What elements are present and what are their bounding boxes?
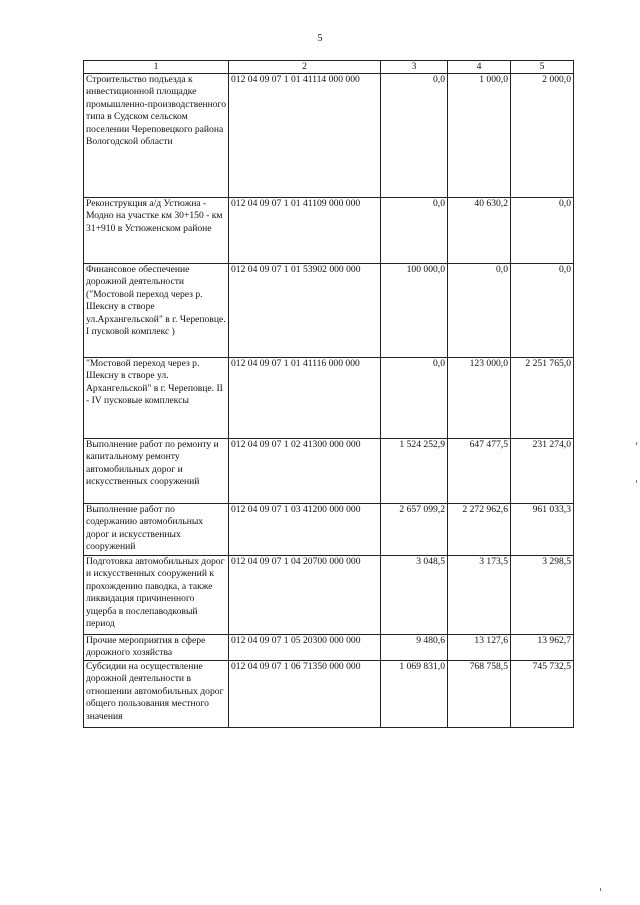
row-value-4-cell: 1 000,0 — [448, 74, 511, 198]
row-value-4-cell: 3 173,5 — [448, 556, 511, 635]
row-value-4-cell: 40 630,2 — [448, 198, 511, 264]
budget-table — [83, 60, 574, 728]
row-code-cell: 012 04 09 07 1 06 71350 000 000 — [229, 661, 381, 728]
row-value-3-cell: 0,0 — [381, 74, 448, 198]
row-value-4-cell: 13 127,6 — [448, 635, 511, 661]
table-row — [84, 635, 574, 661]
scan-edge-mark — [636, 442, 637, 445]
row-name-cell: Прочие мероприятия в сфере дорожного хозяйства — [84, 635, 229, 661]
table-row — [84, 661, 574, 728]
table-row — [84, 358, 574, 439]
row-value-3-cell: 0,0 — [381, 358, 448, 439]
row-name-cell: Подготовка автомобильных дорог и искусственных сооружений к прохождению паводка, а также ликвидация причиненного ущерба в послепаводковый период — [84, 556, 229, 635]
column-header-4: 4 — [448, 61, 511, 74]
row-value-3-cell: 3 048,5 — [381, 556, 448, 635]
row-value-5-cell: 231 274,0 — [511, 439, 574, 504]
row-code-cell: 012 04 09 07 1 03 41200 000 000 — [229, 504, 381, 556]
column-header-5: 5 — [511, 61, 574, 74]
table-row — [84, 439, 574, 504]
row-value-4-cell: 2 272 962,6 — [448, 504, 511, 556]
table-row — [84, 264, 574, 358]
row-value-4-cell: 0,0 — [448, 264, 511, 358]
row-code-cell: 012 04 09 07 1 02 41300 000 000 — [229, 439, 381, 504]
table-header-row — [84, 61, 574, 74]
row-value-5-cell: 13 962,7 — [511, 635, 574, 661]
table-row — [84, 198, 574, 264]
row-code-cell: 012 04 09 07 1 05 20300 000 000 — [229, 635, 381, 661]
row-value-3-cell: 0,0 — [381, 198, 448, 264]
row-value-5-cell: 2 251 765,0 — [511, 358, 574, 439]
row-value-5-cell: 0,0 — [511, 264, 574, 358]
row-code-cell: 012 04 09 07 1 04 20700 000 000 — [229, 556, 381, 635]
row-value-4-cell: 647 477,5 — [448, 439, 511, 504]
table-row — [84, 504, 574, 556]
row-value-4-cell: 123 000,0 — [448, 358, 511, 439]
row-value-3-cell: 9 480,6 — [381, 635, 448, 661]
table-row — [84, 74, 574, 198]
row-name-cell: Выполнение работ по ремонту и капитальному ремонту автомобильных дорог и искусственных сооружений — [84, 439, 229, 504]
row-value-5-cell: 3 298,5 — [511, 556, 574, 635]
page-number: 5 — [317, 33, 323, 44]
row-value-4-cell: 768 758,5 — [448, 661, 511, 728]
row-value-5-cell: 745 732,5 — [511, 661, 574, 728]
column-header-3: 3 — [381, 61, 448, 74]
row-value-3-cell: 100 000,0 — [381, 264, 448, 358]
row-code-cell: 012 04 09 07 1 01 41116 000 000 — [229, 358, 381, 439]
row-value-3-cell: 1 524 252,9 — [381, 439, 448, 504]
row-value-5-cell: 961 033,3 — [511, 504, 574, 556]
row-code-cell: 012 04 09 07 1 01 41114 000 000 — [229, 74, 381, 198]
row-code-cell: 012 04 09 07 1 01 53902 000 000 — [229, 264, 381, 358]
column-header-1: 1 — [84, 61, 229, 74]
table-row — [84, 556, 574, 635]
row-name-cell: Выполнение работ по содержанию автомобильных дорог и искусственных сооружений — [84, 504, 229, 556]
row-value-5-cell: 2 000,0 — [511, 74, 574, 198]
row-code-cell: 012 04 09 07 1 01 41109 000 000 — [229, 198, 381, 264]
row-name-cell: "Мостовой переход через р. Шексну в створе ул. Архангельской" в г. Череповце. II - IV пусковые комплексы — [84, 358, 229, 439]
row-name-cell: Субсидии на осуществление дорожной деятельности в отношении автомобильных дорог общего пользования местного значения — [84, 661, 229, 728]
row-name-cell: Реконструкция а/д Устюжна - Модно на участке км 30+150 - км 31+910 в Устюженском районе — [84, 198, 229, 264]
row-name-cell: Строительство подъезда к инвестиционной площадке промышленно-производственного типа в Судском сельском поселении Череповецкого района Вологодской области — [84, 74, 229, 198]
row-value-5-cell: 0,0 — [511, 198, 574, 264]
row-value-3-cell: 1 069 831,0 — [381, 661, 448, 728]
scan-edge-mark — [600, 888, 601, 891]
row-value-3-cell: 2 657 099,2 — [381, 504, 448, 556]
scan-edge-mark — [636, 480, 637, 483]
row-name-cell: Финансовое обеспечение дорожной деятельности ("Мостовой переход через р. Шексну в створе ул.Архангельской" в г. Череповце. I пусковой комплекс ) — [84, 264, 229, 358]
column-header-2: 2 — [229, 61, 381, 74]
